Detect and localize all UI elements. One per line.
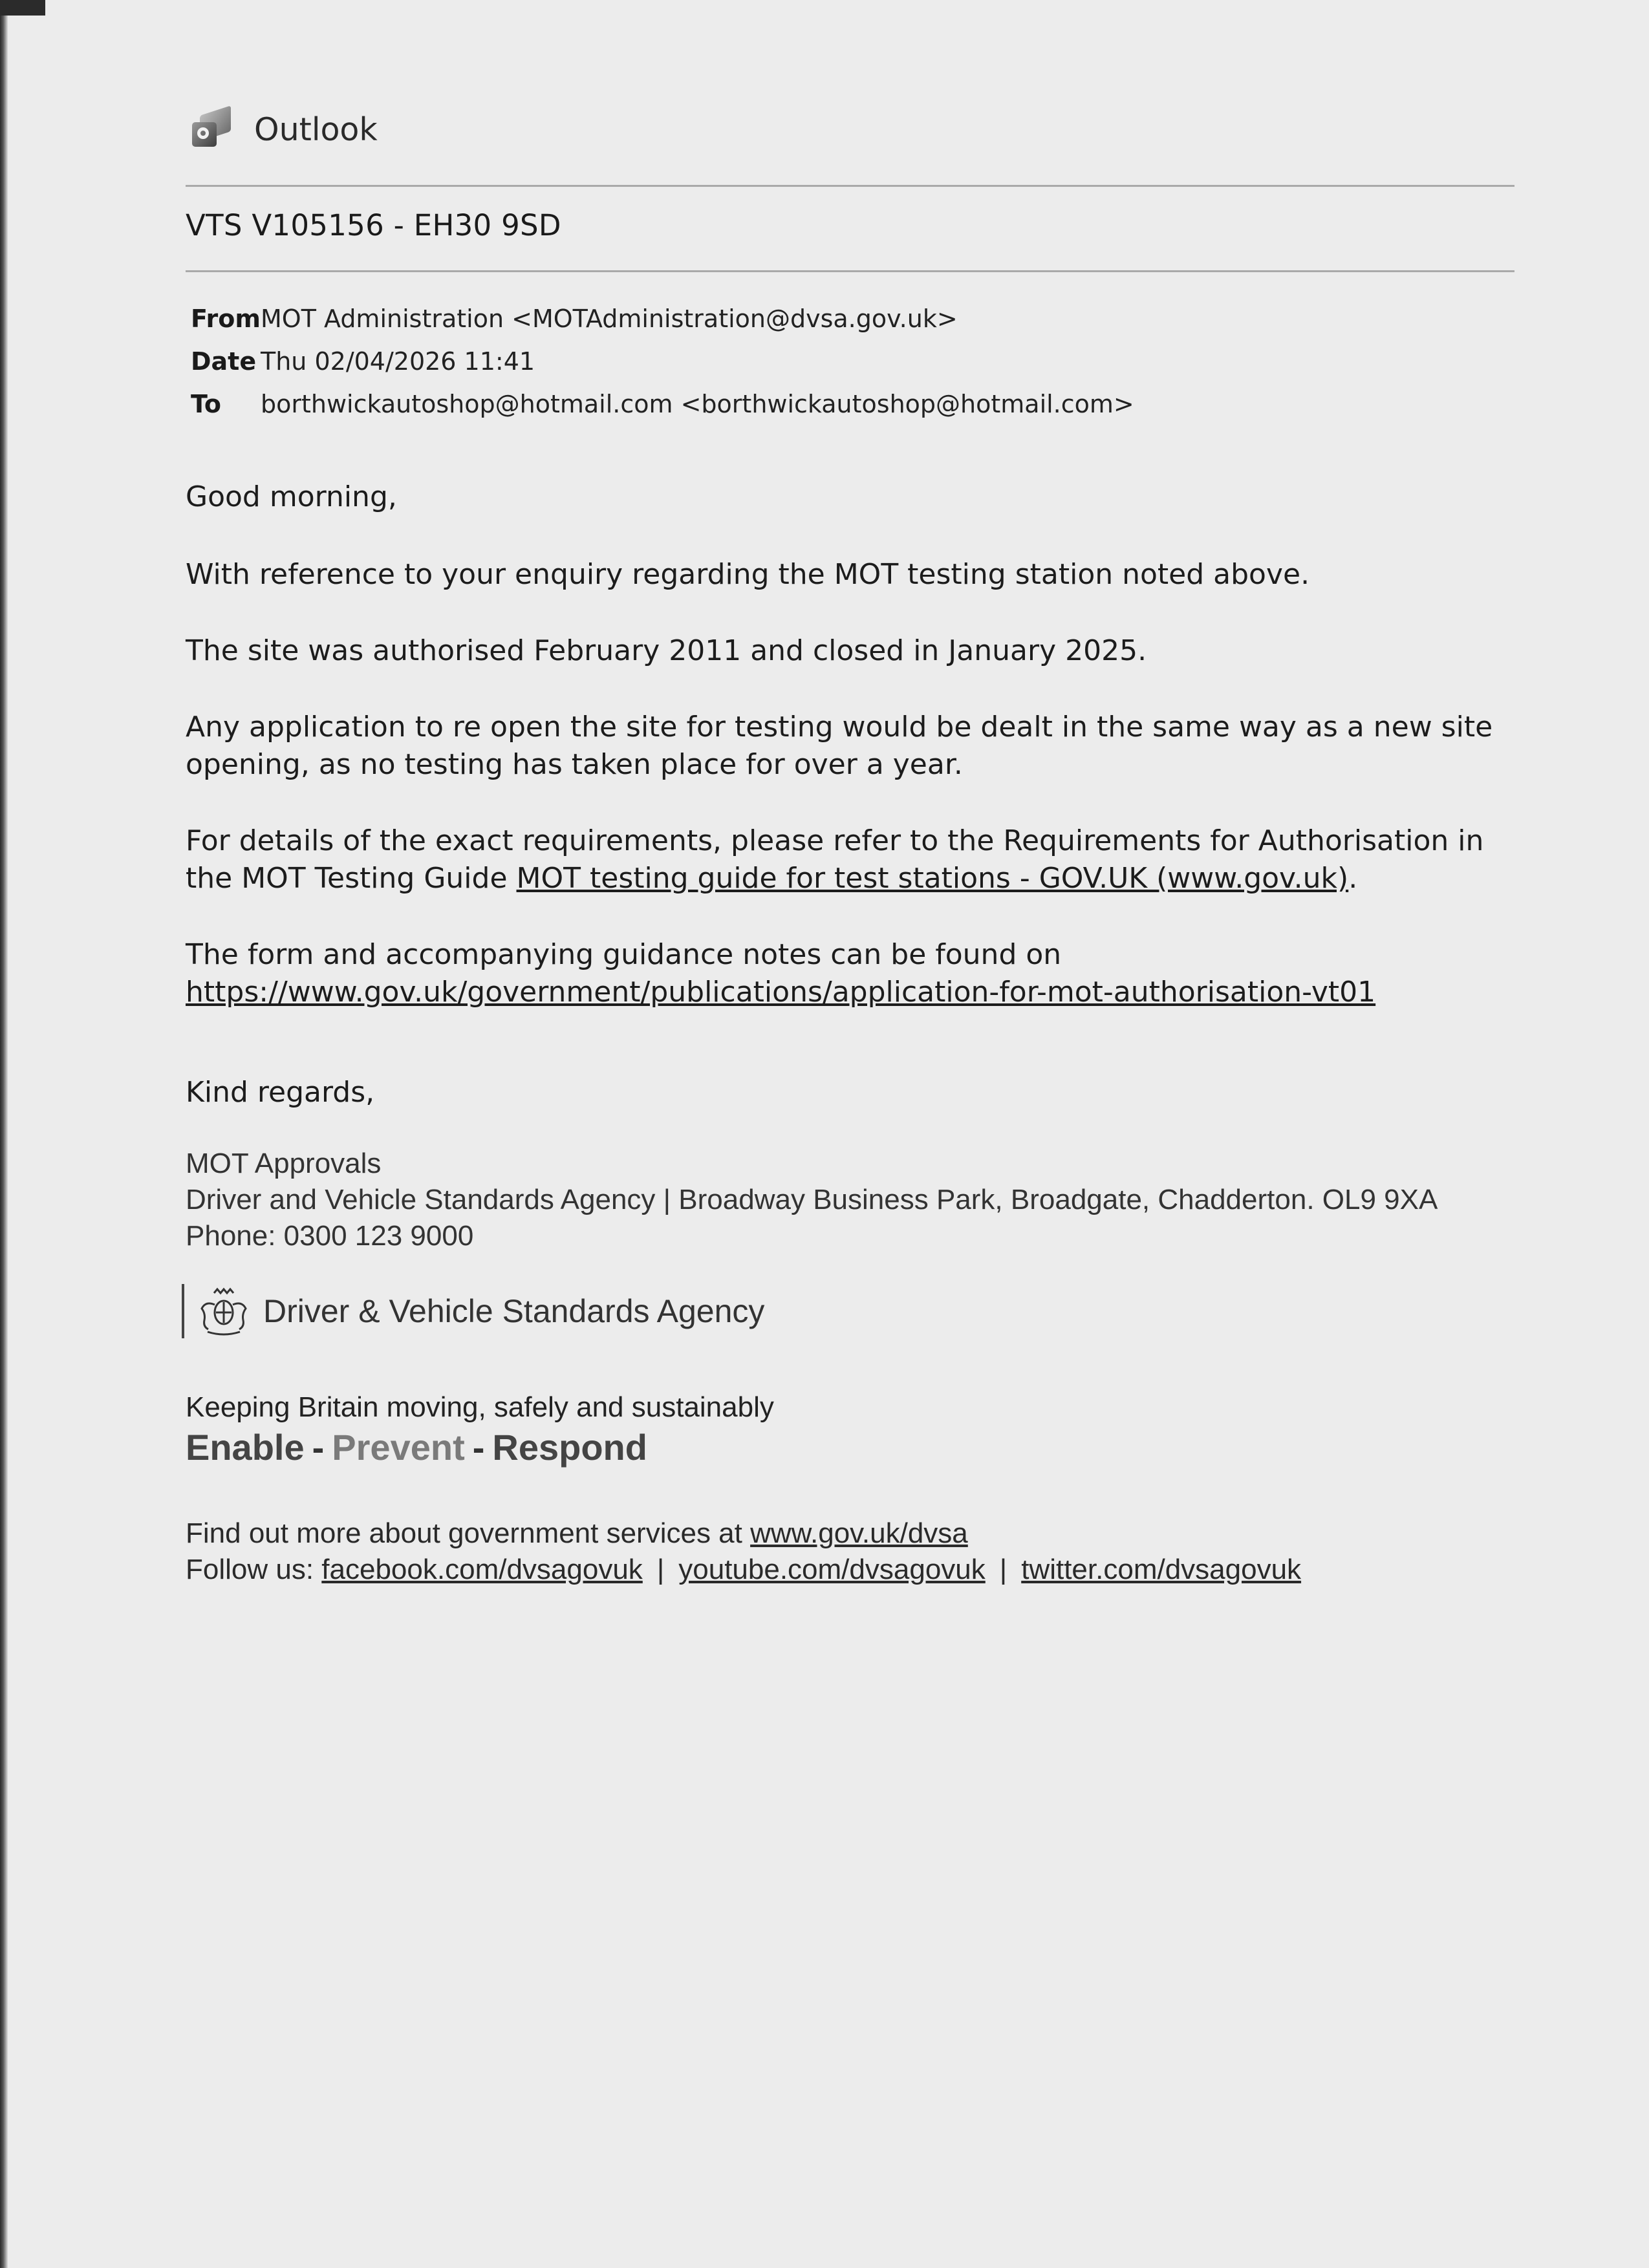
- facebook-link[interactable]: facebook.com/dvsagovuk: [321, 1554, 643, 1585]
- signature-phone: Phone: 0300 123 9000: [186, 1220, 474, 1252]
- requirements-text: For details of the exact requirements, please refer to the Requirements for Authorisation in the MOT Testing Guide: [186, 824, 1484, 895]
- to-label: To: [191, 390, 221, 418]
- date-row: [191, 340, 1134, 383]
- greeting: Good morning,: [186, 480, 397, 513]
- values-line: [186, 1426, 647, 1468]
- find-out-text: Find out more about government services at: [186, 1517, 751, 1549]
- subject-divider: [186, 270, 1514, 272]
- dvsa-logo-text: Driver & Vehicle Standards Agency: [263, 1293, 765, 1329]
- value-enable: Enable: [186, 1427, 305, 1468]
- app-header: [191, 103, 378, 155]
- youtube-link[interactable]: youtube.com/dvsagovuk: [678, 1554, 986, 1585]
- signature-address: Driver and Vehicle Standards Agency | Broadway Business Park, Broadgate, Chadderton. OL9 9XA: [186, 1184, 1438, 1215]
- closing: Kind regards,: [186, 1076, 375, 1109]
- app-title: Outlook: [254, 111, 378, 148]
- value-respond: Respond: [492, 1427, 647, 1468]
- from-label: From: [191, 305, 261, 333]
- twitter-link[interactable]: twitter.com/dvsagovuk: [1021, 1554, 1302, 1585]
- requirements-suffix: .: [1348, 862, 1358, 895]
- separator-2: |: [999, 1554, 1008, 1585]
- date-label: Date: [191, 347, 257, 376]
- follow-text: Follow us:: [186, 1554, 322, 1585]
- paragraph-requirements: [186, 822, 1518, 897]
- paragraph-reopen: Any application to re open the site for testing would be dealt in the same way as a new site opening, as no testing has taken place for over a year.: [186, 711, 1493, 781]
- logo-bar: [182, 1284, 184, 1338]
- tagline: Keeping Britain moving, safely and sustainably: [186, 1391, 774, 1423]
- header-divider: [186, 185, 1514, 187]
- follow-line: [186, 1552, 1301, 1588]
- to-row: [191, 383, 1134, 425]
- find-out-line: [186, 1515, 1301, 1552]
- separator-1: |: [656, 1554, 665, 1585]
- value-prevent: Prevent: [332, 1427, 465, 1468]
- outlook-icon: [191, 108, 233, 151]
- dvsa-website-link[interactable]: www.gov.uk/dvsa: [750, 1517, 968, 1549]
- email-body: [186, 478, 1518, 1050]
- email-subject: VTS V105156 - EH30 9SD: [186, 208, 561, 242]
- signature-block: [186, 1146, 1438, 1254]
- value-dash-2: -: [472, 1427, 485, 1468]
- find-out-more: [186, 1515, 1301, 1588]
- from-row: [191, 297, 1134, 340]
- date-value: Thu 02/04/2026 11:41: [261, 347, 535, 376]
- to-value: borthwickautoshop@hotmail.com <borthwickautoshop@hotmail.com>: [261, 390, 1134, 418]
- value-dash-1: -: [312, 1427, 325, 1468]
- scan-page-edge: [0, 0, 8, 2268]
- paragraph-form: [186, 936, 1518, 1011]
- dvsa-logo: [182, 1284, 764, 1338]
- email-meta: [191, 297, 1134, 425]
- form-text: The form and accompanying guidance notes can be found on: [186, 938, 1062, 971]
- paragraph-authorisation: The site was authorised February 2011 and closed in January 2025.: [186, 634, 1147, 667]
- from-value: MOT Administration <MOTAdministration@dvsa.gov.uk>: [261, 305, 958, 333]
- mot-testing-guide-link[interactable]: MOT testing guide for test stations - GOV.UK (www.gov.uk): [516, 862, 1349, 895]
- royal-crest-icon: [195, 1285, 253, 1337]
- paragraph-reference: With reference to your enquiry regarding the MOT testing station noted above.: [186, 558, 1310, 591]
- vt01-application-link[interactable]: https://www.gov.uk/government/publications/application-for-mot-authorisation-vt01: [186, 976, 1376, 1009]
- scan-page-corner: [0, 0, 45, 16]
- signature-team: MOT Approvals: [186, 1148, 382, 1179]
